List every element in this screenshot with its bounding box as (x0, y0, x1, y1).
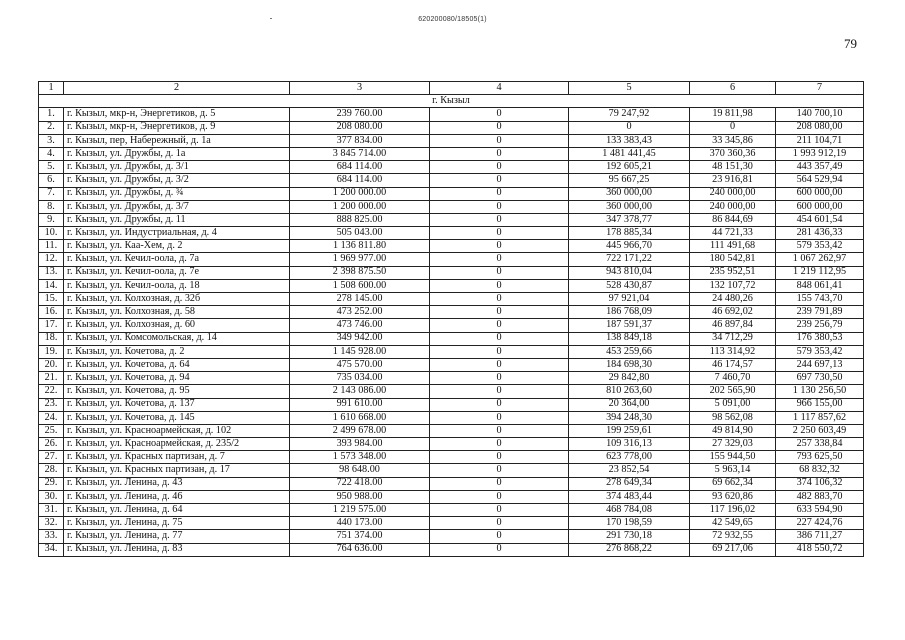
table-row (39, 385, 864, 398)
value-cell: 133 383,43 (569, 134, 690, 147)
value-cell: 0 (430, 147, 569, 160)
address-cell: г. Кызыл, ул. Дружбы, д. 1а (64, 147, 290, 160)
value-cell: 1 200 000.00 (290, 200, 430, 213)
value-cell: 208 080.00 (290, 121, 430, 134)
value-cell: 276 868,22 (569, 543, 690, 556)
value-cell: 2 499 678.00 (290, 424, 430, 437)
value-cell: 180 542,81 (690, 253, 776, 266)
table-row (39, 358, 864, 371)
value-cell: 347 378,77 (569, 213, 690, 226)
value-cell: 34 712,29 (690, 332, 776, 345)
value-cell: 0 (430, 372, 569, 385)
value-cell: 1 481 441,45 (569, 147, 690, 160)
address-cell: г. Кызыл, ул. Красных партизан, д. 17 (64, 464, 290, 477)
value-cell: 239 760.00 (290, 108, 430, 121)
value-cell: 140 700,10 (776, 108, 864, 121)
value-cell: 793 625,50 (776, 451, 864, 464)
address-cell: г. Кызыл, ул. Кочетова, д. 137 (64, 398, 290, 411)
value-cell: 0 (430, 477, 569, 490)
value-cell: 109 316,13 (569, 438, 690, 451)
row-number: 22. (39, 385, 64, 398)
value-cell: 440 173.00 (290, 517, 430, 530)
value-cell: 155 944,50 (690, 451, 776, 464)
table-row (39, 517, 864, 530)
address-cell: г. Кызыл, ул. Дружбы, д. ¾ (64, 187, 290, 200)
value-cell: 600 000,00 (776, 200, 864, 213)
value-cell: 20 364,00 (569, 398, 690, 411)
value-cell: 0 (430, 530, 569, 543)
value-cell: 633 594,90 (776, 504, 864, 517)
value-cell: 0 (569, 121, 690, 134)
value-cell: 751 374.00 (290, 530, 430, 543)
value-cell: 579 353,42 (776, 345, 864, 358)
row-number: 6. (39, 174, 64, 187)
address-cell: г. Кызыл, ул. Кочетова, д. 145 (64, 411, 290, 424)
value-cell: 0 (430, 517, 569, 530)
value-cell: 27 329,03 (690, 438, 776, 451)
address-cell: г. Кызыл, ул. Красных партизан, д. 7 (64, 451, 290, 464)
row-number: 4. (39, 147, 64, 160)
value-cell: 178 885,34 (569, 227, 690, 240)
value-cell: 722 418.00 (290, 477, 430, 490)
value-cell: 0 (430, 134, 569, 147)
scan-mark (270, 18, 272, 19)
table-row (39, 306, 864, 319)
value-cell: 0 (430, 213, 569, 226)
value-cell: 600 000,00 (776, 187, 864, 200)
table-row (39, 266, 864, 279)
address-cell: г. Кызыл, ул. Дружбы, д. 3/2 (64, 174, 290, 187)
value-cell: 735 034.00 (290, 372, 430, 385)
value-cell: 69 217,06 (690, 543, 776, 556)
value-cell: 227 424,76 (776, 517, 864, 530)
value-cell: 186 768,09 (569, 306, 690, 319)
table-row (39, 411, 864, 424)
value-cell: 0 (690, 121, 776, 134)
table-row (39, 147, 864, 160)
value-cell: 810 263,60 (569, 385, 690, 398)
value-cell: 29 842,80 (569, 372, 690, 385)
value-cell: 24 480,26 (690, 293, 776, 306)
row-number: 28. (39, 464, 64, 477)
column-header: 5 (569, 82, 690, 95)
value-cell: 68 832,32 (776, 464, 864, 477)
column-header: 4 (430, 82, 569, 95)
section-row (39, 95, 864, 108)
value-cell: 453 259,66 (569, 345, 690, 358)
column-header: 6 (690, 82, 776, 95)
row-number: 34. (39, 543, 64, 556)
value-cell: 23 916,81 (690, 174, 776, 187)
value-cell: 764 636.00 (290, 543, 430, 556)
column-header: 2 (64, 82, 290, 95)
value-cell: 0 (430, 424, 569, 437)
value-cell: 86 844,69 (690, 213, 776, 226)
value-cell: 684 114.00 (290, 174, 430, 187)
value-cell: 0 (430, 543, 569, 556)
value-cell: 239 256,79 (776, 319, 864, 332)
value-cell: 138 849,18 (569, 332, 690, 345)
address-cell: г. Кызыл, мкр-н, Энергетиков, д. 9 (64, 121, 290, 134)
value-cell: 473 746.00 (290, 319, 430, 332)
table-row (39, 464, 864, 477)
value-cell: 0 (430, 358, 569, 371)
table-row (39, 134, 864, 147)
address-cell: г. Кызыл, ул. Ленина, д. 64 (64, 504, 290, 517)
row-number: 32. (39, 517, 64, 530)
value-cell: 374 483,44 (569, 490, 690, 503)
value-cell: 117 196,02 (690, 504, 776, 517)
address-cell: г. Кызыл, ул. Дружбы, д. 11 (64, 213, 290, 226)
address-cell: г. Кызыл, ул. Кечил-оола, д. 7е (64, 266, 290, 279)
address-cell: г. Кызыл, ул. Кочетова, д. 64 (64, 358, 290, 371)
column-header: 3 (290, 82, 430, 95)
address-cell: г. Кызыл, ул. Ленина, д. 83 (64, 543, 290, 556)
value-cell: 0 (430, 253, 569, 266)
value-cell: 33 345,86 (690, 134, 776, 147)
value-cell: 0 (430, 227, 569, 240)
value-cell: 240 000,00 (690, 187, 776, 200)
value-cell: 23 852,54 (569, 464, 690, 477)
value-cell: 0 (430, 279, 569, 292)
value-cell: 394 248,30 (569, 411, 690, 424)
value-cell: 291 730,18 (569, 530, 690, 543)
table-row (39, 477, 864, 490)
value-cell: 697 730,50 (776, 372, 864, 385)
table-row (39, 345, 864, 358)
row-number: 9. (39, 213, 64, 226)
value-cell: 278 649,34 (569, 477, 690, 490)
value-cell: 113 314,92 (690, 345, 776, 358)
value-cell: 0 (430, 187, 569, 200)
value-cell: 46 174,57 (690, 358, 776, 371)
value-cell: 0 (430, 174, 569, 187)
value-cell: 98 648.00 (290, 464, 430, 477)
document-code: 620200080/18505(1) (418, 16, 487, 23)
value-cell: 943 810,04 (569, 266, 690, 279)
table-row (39, 227, 864, 240)
table-row (39, 108, 864, 121)
row-number: 31. (39, 504, 64, 517)
value-cell: 468 784,08 (569, 504, 690, 517)
section-title: г. Кызыл (39, 95, 864, 108)
value-cell: 473 252.00 (290, 306, 430, 319)
address-cell: г. Кызыл, ул. Колхозная, д. 58 (64, 306, 290, 319)
table-row (39, 240, 864, 253)
value-cell: 2 250 603,49 (776, 424, 864, 437)
address-cell: г. Кызыл, ул. Комсомольская, д. 14 (64, 332, 290, 345)
value-cell: 0 (430, 451, 569, 464)
row-number: 19. (39, 345, 64, 358)
value-cell: 0 (430, 438, 569, 451)
row-number: 12. (39, 253, 64, 266)
row-number: 7. (39, 187, 64, 200)
value-cell: 132 107,72 (690, 279, 776, 292)
table-row (39, 530, 864, 543)
address-cell: г. Кызыл, ул. Ленина, д. 43 (64, 477, 290, 490)
table-row (39, 293, 864, 306)
row-number: 18. (39, 332, 64, 345)
value-cell: 19 811,98 (690, 108, 776, 121)
table-row (39, 161, 864, 174)
column-header: 7 (776, 82, 864, 95)
row-number: 13. (39, 266, 64, 279)
value-cell: 5 091,00 (690, 398, 776, 411)
value-cell: 623 778,00 (569, 451, 690, 464)
value-cell: 0 (430, 266, 569, 279)
value-cell: 1 219 575.00 (290, 504, 430, 517)
address-cell: г. Кызыл, ул. Ленина, д. 77 (64, 530, 290, 543)
value-cell: 360 000,00 (569, 187, 690, 200)
row-number: 8. (39, 200, 64, 213)
value-cell: 418 550,72 (776, 543, 864, 556)
value-cell: 528 430,87 (569, 279, 690, 292)
row-number: 23. (39, 398, 64, 411)
address-cell: г. Кызыл, мкр-н, Энергетиков, д. 5 (64, 108, 290, 121)
table-row (39, 200, 864, 213)
value-cell: 377 834.00 (290, 134, 430, 147)
value-cell: 454 601,54 (776, 213, 864, 226)
address-cell: г. Кызыл, ул. Индустриальная, д. 4 (64, 227, 290, 240)
address-cell: г. Кызыл, ул. Ленина, д. 46 (64, 490, 290, 503)
value-cell: 950 988.00 (290, 490, 430, 503)
row-number: 3. (39, 134, 64, 147)
row-number: 21. (39, 372, 64, 385)
value-cell: 370 360,36 (690, 147, 776, 160)
data-table (38, 81, 864, 557)
row-number: 11. (39, 240, 64, 253)
value-cell: 848 061,41 (776, 279, 864, 292)
value-cell: 1 993 912,19 (776, 147, 864, 160)
row-number: 10. (39, 227, 64, 240)
table-row (39, 490, 864, 503)
address-cell: г. Кызыл, пер, Набережный, д. 1а (64, 134, 290, 147)
row-number: 25. (39, 424, 64, 437)
row-number: 29. (39, 477, 64, 490)
table-row (39, 187, 864, 200)
value-cell: 244 697,13 (776, 358, 864, 371)
value-cell: 393 984.00 (290, 438, 430, 451)
value-cell: 579 353,42 (776, 240, 864, 253)
value-cell: 445 966,70 (569, 240, 690, 253)
value-cell: 79 247,92 (569, 108, 690, 121)
value-cell: 0 (430, 345, 569, 358)
value-cell: 257 338,84 (776, 438, 864, 451)
value-cell: 184 698,30 (569, 358, 690, 371)
table-row (39, 213, 864, 226)
value-cell: 93 620,86 (690, 490, 776, 503)
value-cell: 564 529,94 (776, 174, 864, 187)
value-cell: 155 743,70 (776, 293, 864, 306)
value-cell: 192 605,21 (569, 161, 690, 174)
table-row (39, 543, 864, 556)
value-cell: 235 952,51 (690, 266, 776, 279)
value-cell: 1 969 977.00 (290, 253, 430, 266)
value-cell: 240 000,00 (690, 200, 776, 213)
value-cell: 1 130 256,50 (776, 385, 864, 398)
address-cell: г. Кызыл, ул. Кочетова, д. 94 (64, 372, 290, 385)
value-cell: 72 932,55 (690, 530, 776, 543)
address-cell: г. Кызыл, ул. Красноармейская, д. 235/2 (64, 438, 290, 451)
value-cell: 42 549,65 (690, 517, 776, 530)
value-cell: 0 (430, 332, 569, 345)
value-cell: 443 357,49 (776, 161, 864, 174)
value-cell: 1 219 112,95 (776, 266, 864, 279)
value-cell: 0 (430, 504, 569, 517)
row-number: 30. (39, 490, 64, 503)
value-cell: 7 460,70 (690, 372, 776, 385)
address-cell: г. Кызыл, ул. Красноармейская, д. 102 (64, 424, 290, 437)
row-number: 20. (39, 358, 64, 371)
value-cell: 1 200 000.00 (290, 187, 430, 200)
address-cell: г. Кызыл, ул. Колхозная, д. 60 (64, 319, 290, 332)
value-cell: 991 610.00 (290, 398, 430, 411)
address-cell: г. Кызыл, ул. Дружбы, д. 3/1 (64, 161, 290, 174)
value-cell: 888 825.00 (290, 213, 430, 226)
table-row (39, 424, 864, 437)
address-cell: г. Кызыл, ул. Кочетова, д. 2 (64, 345, 290, 358)
address-cell: г. Кызыл, ул. Колхозная, д. 32б (64, 293, 290, 306)
address-cell: г. Кызыл, ул. Кечил-оола, д. 7а (64, 253, 290, 266)
value-cell: 2 143 086.00 (290, 385, 430, 398)
value-cell: 208 080,00 (776, 121, 864, 134)
value-cell: 281 436,33 (776, 227, 864, 240)
value-cell: 0 (430, 411, 569, 424)
value-cell: 0 (430, 121, 569, 134)
page-number: 79 (844, 36, 857, 51)
row-number: 14. (39, 279, 64, 292)
table-row (39, 121, 864, 134)
value-cell: 475 570.00 (290, 358, 430, 371)
address-cell: г. Кызыл, ул. Каа-Хем, д. 2 (64, 240, 290, 253)
value-cell: 1 573 348.00 (290, 451, 430, 464)
value-cell: 0 (430, 464, 569, 477)
value-cell: 349 942.00 (290, 332, 430, 345)
value-cell: 211 104,71 (776, 134, 864, 147)
row-number: 24. (39, 411, 64, 424)
row-number: 27. (39, 451, 64, 464)
value-cell: 1 067 262,97 (776, 253, 864, 266)
value-cell: 0 (430, 108, 569, 121)
table-row (39, 438, 864, 451)
row-number: 1. (39, 108, 64, 121)
value-cell: 2 398 875.50 (290, 266, 430, 279)
value-cell: 482 883,70 (776, 490, 864, 503)
value-cell: 98 562,08 (690, 411, 776, 424)
table-row (39, 398, 864, 411)
value-cell: 187 591,37 (569, 319, 690, 332)
row-number: 5. (39, 161, 64, 174)
value-cell: 0 (430, 306, 569, 319)
value-cell: 278 145.00 (290, 293, 430, 306)
row-number: 15. (39, 293, 64, 306)
value-cell: 5 963,14 (690, 464, 776, 477)
value-cell: 374 106,32 (776, 477, 864, 490)
value-cell: 1 508 600.00 (290, 279, 430, 292)
value-cell: 684 114.00 (290, 161, 430, 174)
value-cell: 360 000,00 (569, 200, 690, 213)
table-row (39, 319, 864, 332)
table-row (39, 504, 864, 517)
value-cell: 0 (430, 490, 569, 503)
row-number: 33. (39, 530, 64, 543)
table-row (39, 332, 864, 345)
row-number: 17. (39, 319, 64, 332)
value-cell: 505 043.00 (290, 227, 430, 240)
value-cell: 176 380,53 (776, 332, 864, 345)
value-cell: 49 814,90 (690, 424, 776, 437)
value-cell: 48 151,30 (690, 161, 776, 174)
table-row (39, 451, 864, 464)
value-cell: 0 (430, 398, 569, 411)
column-number-row (39, 82, 864, 95)
value-cell: 46 897,84 (690, 319, 776, 332)
table-row (39, 372, 864, 385)
value-cell: 0 (430, 240, 569, 253)
value-cell: 386 711,27 (776, 530, 864, 543)
address-cell: г. Кызыл, ул. Дружбы, д. 3/7 (64, 200, 290, 213)
value-cell: 1 136 811.80 (290, 240, 430, 253)
row-number: 16. (39, 306, 64, 319)
value-cell: 722 171,22 (569, 253, 690, 266)
value-cell: 44 721,33 (690, 227, 776, 240)
value-cell: 69 662,34 (690, 477, 776, 490)
value-cell: 111 491,68 (690, 240, 776, 253)
address-cell: г. Кызыл, ул. Ленина, д. 75 (64, 517, 290, 530)
value-cell: 170 198,59 (569, 517, 690, 530)
row-number: 2. (39, 121, 64, 134)
value-cell: 95 667,25 (569, 174, 690, 187)
value-cell: 0 (430, 385, 569, 398)
value-cell: 1 610 668.00 (290, 411, 430, 424)
column-header: 1 (39, 82, 64, 95)
row-number: 26. (39, 438, 64, 451)
value-cell: 239 791,89 (776, 306, 864, 319)
value-cell: 97 921,04 (569, 293, 690, 306)
value-cell: 1 145 928.00 (290, 345, 430, 358)
value-cell: 0 (430, 319, 569, 332)
table-row (39, 279, 864, 292)
value-cell: 966 155,00 (776, 398, 864, 411)
value-cell: 1 117 857,62 (776, 411, 864, 424)
value-cell: 202 565,90 (690, 385, 776, 398)
table-row (39, 174, 864, 187)
value-cell: 199 259,61 (569, 424, 690, 437)
address-cell: г. Кызыл, ул. Кечил-оола, д. 18 (64, 279, 290, 292)
address-cell: г. Кызыл, ул. Кочетова, д. 95 (64, 385, 290, 398)
value-cell: 0 (430, 293, 569, 306)
value-cell: 46 692,02 (690, 306, 776, 319)
table-row (39, 253, 864, 266)
value-cell: 0 (430, 200, 569, 213)
value-cell: 3 845 714.00 (290, 147, 430, 160)
value-cell: 0 (430, 161, 569, 174)
